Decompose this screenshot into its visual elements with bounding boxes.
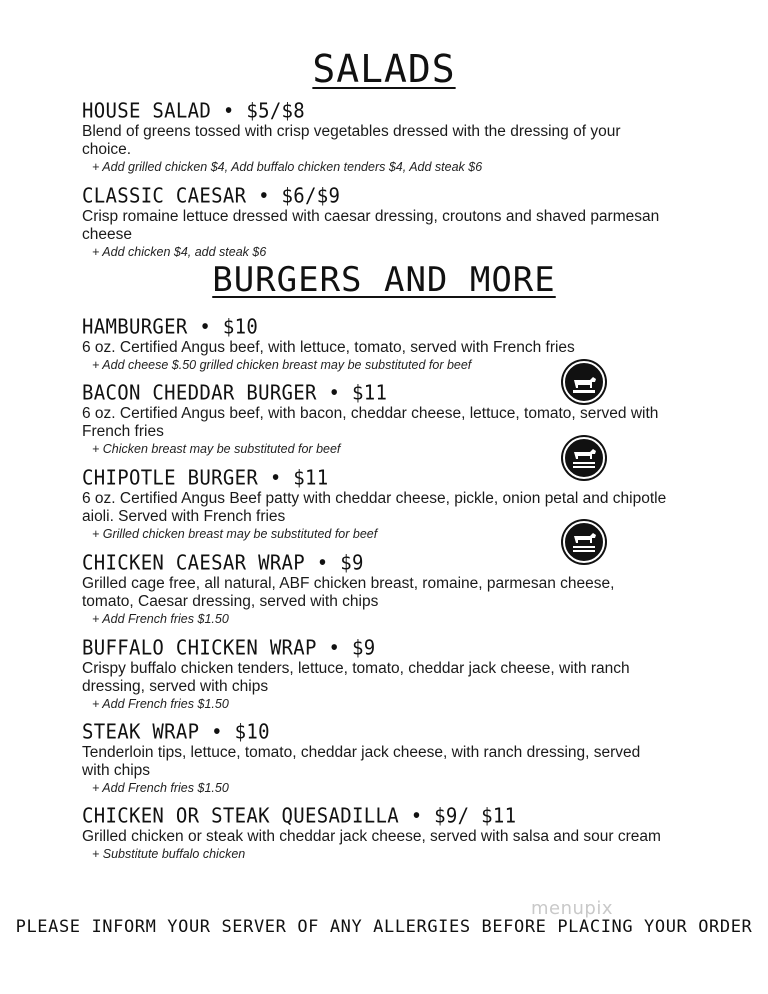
- item-name: CLASSIC CAESAR • $6/$9: [82, 184, 341, 208]
- certified-angus-beef-logo: [563, 361, 605, 403]
- cow-icon: [565, 363, 603, 401]
- item-name: CHICKEN CAESAR WRAP • $9: [82, 551, 364, 575]
- item-note: + Add chicken $4, add steak $6: [92, 245, 267, 259]
- item-description: 6 oz. Certified Angus beef, with bacon, cheddar cheese, lettuce, tomato, served with French fries: [82, 405, 659, 440]
- item-description: Grilled chicken or steak with cheddar jack cheese, served with salsa and sour cream: [82, 828, 661, 845]
- item-note: + Add grilled chicken $4, Add buffalo chicken tenders $4, Add steak $6: [92, 160, 483, 174]
- item-description: Grilled cage free, all natural, ABF chicken breast, romaine, parmesan cheese, tomato, Caesar dressing, served with chips: [82, 575, 615, 610]
- item-name: CHICKEN OR STEAK QUESADILLA • $9/ $11: [82, 804, 517, 828]
- allergy-notice: PLEASE INFORM YOUR SERVER OF ANY ALLERGIES BEFORE PLACING YOUR ORDER: [15, 917, 753, 937]
- item-description: 6 oz. Certified Angus Beef patty with cheddar cheese, pickle, onion petal and chipotle aioli. Served with French fries: [82, 490, 667, 525]
- item-note: + Chicken breast may be substituted for beef: [92, 442, 341, 456]
- menu-item-classic-caesar: [82, 183, 667, 260]
- item-description: Blend of greens tossed with crisp vegetables dressed with the dressing of your choice.: [82, 123, 621, 158]
- item-description: Crispy buffalo chicken tenders, lettuce, tomato, cheddar jack cheese, with ranch dressing, served with chips: [82, 660, 630, 695]
- salads-heading: SALADS: [312, 47, 456, 91]
- item-name: CHIPOTLE BURGER • $11: [82, 466, 329, 490]
- item-note: + Add cheese $.50 grilled chicken breast may be substituted for beef: [92, 358, 472, 372]
- item-note: + Add French fries $1.50: [92, 612, 229, 626]
- menu-item-buffalo-chicken-wrap: [82, 635, 667, 712]
- item-name: STEAK WRAP • $10: [82, 720, 270, 744]
- cow-icon: [565, 523, 603, 561]
- item-description: 6 oz. Certified Angus beef, with lettuce, tomato, served with French fries: [82, 339, 575, 356]
- item-note: + Add French fries $1.50: [92, 781, 229, 795]
- certified-angus-beef-logo: [563, 437, 605, 479]
- burgers-heading: BURGERS AND MORE: [212, 260, 556, 300]
- item-note: + Grilled chicken breast may be substituted for beef: [92, 527, 378, 541]
- menu-item-quesadilla: [82, 803, 667, 862]
- item-description: Crisp romaine lettuce dressed with caesar dressing, croutons and shaved parmesan cheese: [82, 208, 660, 243]
- item-name: BACON CHEDDAR BURGER • $11: [82, 381, 388, 405]
- menu-item-house-salad: [82, 98, 667, 175]
- item-name: HAMBURGER • $10: [82, 315, 259, 339]
- item-name: HOUSE SALAD • $5/$8: [82, 99, 306, 123]
- certified-angus-beef-logo: [563, 521, 605, 563]
- cow-icon: [565, 439, 603, 477]
- menu-item-steak-wrap: [82, 719, 667, 796]
- item-note: + Substitute buffalo chicken: [92, 847, 246, 861]
- item-note: + Add French fries $1.50: [92, 697, 229, 711]
- item-name: BUFFALO CHICKEN WRAP • $9: [82, 636, 376, 660]
- item-description: Tenderloin tips, lettuce, tomato, cheddar jack cheese, with ranch dressing, served with chips: [82, 744, 641, 779]
- watermark: menupix: [531, 898, 614, 919]
